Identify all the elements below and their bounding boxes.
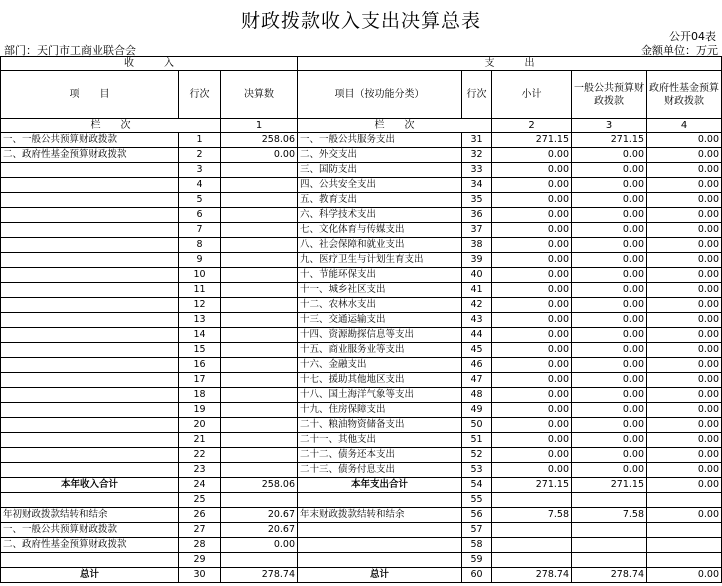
income-item bbox=[1, 208, 179, 223]
item-by-function-header: 项目（按功能分类） bbox=[298, 71, 462, 119]
general-budget-header: 一般公共预算财政拨款 bbox=[572, 71, 647, 119]
final-amount-header: 决算数 bbox=[221, 71, 298, 119]
amount-unit-label: 金额单位：万元 bbox=[641, 44, 718, 57]
income-row-no: 9 bbox=[179, 253, 221, 268]
gov-fund-value bbox=[647, 523, 722, 538]
income-item: 二、政府性基金预算财政拨款 bbox=[1, 148, 179, 163]
expense-item: 十五、商业服务业等支出 bbox=[298, 343, 462, 358]
income-amount bbox=[221, 403, 298, 418]
table-row bbox=[1, 253, 722, 268]
income-amount bbox=[221, 313, 298, 328]
income-amount bbox=[221, 358, 298, 373]
income-row-no: 19 bbox=[179, 403, 221, 418]
income-amount bbox=[221, 163, 298, 178]
general-budget-value: 0.00 bbox=[572, 283, 647, 298]
income-row-no: 29 bbox=[179, 553, 221, 568]
expense-item: 八、社会保障和就业支出 bbox=[298, 238, 462, 253]
budget-table bbox=[0, 56, 722, 583]
expense-item: 十三、交通运输支出 bbox=[298, 313, 462, 328]
income-amount bbox=[221, 253, 298, 268]
general-budget-value bbox=[572, 553, 647, 568]
income-row-no: 23 bbox=[179, 463, 221, 478]
subtotal-value: 0.00 bbox=[492, 418, 572, 433]
gov-fund-value: 0.00 bbox=[647, 283, 722, 298]
gov-fund-value: 0.00 bbox=[647, 403, 722, 418]
expense-item: 十一、城乡社区支出 bbox=[298, 283, 462, 298]
table-row bbox=[1, 553, 722, 568]
page-title: 财政拨款收入支出决算总表 bbox=[240, 10, 481, 32]
income-item: 总计 bbox=[1, 568, 179, 583]
gov-fund-value bbox=[647, 553, 722, 568]
subtotal-value: 0.00 bbox=[492, 283, 572, 298]
income-row-no: 21 bbox=[179, 433, 221, 448]
gov-fund-value: 0.00 bbox=[647, 433, 722, 448]
subtotal-value: 0.00 bbox=[492, 238, 572, 253]
header-group-row bbox=[1, 57, 722, 71]
income-amount bbox=[221, 298, 298, 313]
expense-item: 一、一般公共服务支出 bbox=[298, 133, 462, 148]
income-amount bbox=[221, 283, 298, 298]
expense-row-no: 47 bbox=[462, 373, 492, 388]
subtotal-value: 0.00 bbox=[492, 313, 572, 328]
income-amount: 278.74 bbox=[221, 568, 298, 583]
gov-fund-budget-header: 政府性基金预算财政拨款 bbox=[647, 71, 722, 119]
general-budget-value: 0.00 bbox=[572, 298, 647, 313]
income-row-no: 26 bbox=[179, 508, 221, 523]
row-no-header-2: 行次 bbox=[462, 71, 492, 119]
expense-item: 十四、资源勘探信息等支出 bbox=[298, 328, 462, 343]
subtotal-value: 0.00 bbox=[492, 463, 572, 478]
gov-fund-value: 0.00 bbox=[647, 193, 722, 208]
table-row bbox=[1, 418, 722, 433]
income-row-no: 17 bbox=[179, 373, 221, 388]
expense-row-no: 55 bbox=[462, 493, 492, 508]
expense-item: 二十一、其他支出 bbox=[298, 433, 462, 448]
expense-item: 十二、农林水支出 bbox=[298, 298, 462, 313]
expense-item: 七、文化体育与传媒支出 bbox=[298, 223, 462, 238]
subtotal-value: 0.00 bbox=[492, 208, 572, 223]
department-label: 部门：天门市工商业联合会 bbox=[4, 44, 136, 57]
gov-fund-value: 0.00 bbox=[647, 148, 722, 163]
table-row bbox=[1, 523, 722, 538]
income-item bbox=[1, 163, 179, 178]
expense-item: 五、教育支出 bbox=[298, 193, 462, 208]
subtotal-value: 0.00 bbox=[492, 148, 572, 163]
gov-fund-value: 0.00 bbox=[647, 238, 722, 253]
general-budget-value: 271.15 bbox=[572, 133, 647, 148]
table-row bbox=[1, 538, 722, 553]
col-label: 栏 次 bbox=[1, 119, 221, 133]
income-row-no: 4 bbox=[179, 178, 221, 193]
expense-item bbox=[298, 553, 462, 568]
gov-fund-value: 0.00 bbox=[647, 358, 722, 373]
table-row bbox=[1, 358, 722, 373]
expense-row-no: 39 bbox=[462, 253, 492, 268]
subtotal-value: 0.00 bbox=[492, 268, 572, 283]
general-budget-value: 0.00 bbox=[572, 418, 647, 433]
gov-fund-value: 0.00 bbox=[647, 343, 722, 358]
income-item: 一、一般公共预算财政拨款 bbox=[1, 523, 179, 538]
col-label-2: 栏 次 bbox=[298, 119, 492, 133]
table-row bbox=[1, 133, 722, 148]
expense-row-no: 38 bbox=[462, 238, 492, 253]
general-budget-value bbox=[572, 523, 647, 538]
col-3-label: 3 bbox=[572, 119, 647, 133]
income-item bbox=[1, 313, 179, 328]
income-row-no: 6 bbox=[179, 208, 221, 223]
expense-row-no: 60 bbox=[462, 568, 492, 583]
gov-fund-value: 0.00 bbox=[647, 163, 722, 178]
income-row-no: 8 bbox=[179, 238, 221, 253]
income-item bbox=[1, 343, 179, 358]
gov-fund-value: 0.00 bbox=[647, 463, 722, 478]
expense-row-no: 50 bbox=[462, 418, 492, 433]
income-item bbox=[1, 493, 179, 508]
expense-row-no: 43 bbox=[462, 313, 492, 328]
subtotal-value: 0.00 bbox=[492, 163, 572, 178]
expense-row-no: 31 bbox=[462, 133, 492, 148]
income-row-no: 16 bbox=[179, 358, 221, 373]
table-row bbox=[1, 238, 722, 253]
expense-item: 二十二、债务还本支出 bbox=[298, 448, 462, 463]
subtotal-value: 0.00 bbox=[492, 343, 572, 358]
subtotal-value: 0.00 bbox=[492, 433, 572, 448]
income-item bbox=[1, 253, 179, 268]
expense-item: 十六、金融支出 bbox=[298, 358, 462, 373]
gov-fund-value: 0.00 bbox=[647, 448, 722, 463]
general-budget-value bbox=[572, 493, 647, 508]
income-amount: 20.67 bbox=[221, 508, 298, 523]
income-amount bbox=[221, 373, 298, 388]
table-row bbox=[1, 283, 722, 298]
subtotal-value: 0.00 bbox=[492, 253, 572, 268]
income-row-no: 30 bbox=[179, 568, 221, 583]
general-budget-value: 0.00 bbox=[572, 268, 647, 283]
income-row-no: 24 bbox=[179, 478, 221, 493]
income-amount bbox=[221, 493, 298, 508]
gov-fund-value: 0.00 bbox=[647, 478, 722, 493]
expense-item: 十七、援助其他地区支出 bbox=[298, 373, 462, 388]
expense-item bbox=[298, 538, 462, 553]
income-row-no: 18 bbox=[179, 388, 221, 403]
expense-item: 年末财政拨款结转和结余 bbox=[298, 508, 462, 523]
subtotal-value: 278.74 bbox=[492, 568, 572, 583]
income-row-no: 12 bbox=[179, 298, 221, 313]
income-item: 二、政府性基金预算财政拨款 bbox=[1, 538, 179, 553]
income-row-no: 5 bbox=[179, 193, 221, 208]
income-row-no: 10 bbox=[179, 268, 221, 283]
income-item bbox=[1, 328, 179, 343]
expense-item: 二十、粮油物资储备支出 bbox=[298, 418, 462, 433]
income-amount bbox=[221, 178, 298, 193]
expense-row-no: 34 bbox=[462, 178, 492, 193]
expense-item: 本年支出合计 bbox=[298, 478, 462, 493]
subtotal-value bbox=[492, 523, 572, 538]
income-item bbox=[1, 193, 179, 208]
expense-row-no: 53 bbox=[462, 463, 492, 478]
table-row bbox=[1, 568, 722, 583]
table-row bbox=[1, 148, 722, 163]
expense-item: 十八、国土海洋气象等支出 bbox=[298, 388, 462, 403]
general-budget-value: 0.00 bbox=[572, 313, 647, 328]
expense-row-no: 40 bbox=[462, 268, 492, 283]
expense-row-no: 36 bbox=[462, 208, 492, 223]
subtotal-value bbox=[492, 553, 572, 568]
expense-item: 总计 bbox=[298, 568, 462, 583]
income-item bbox=[1, 373, 179, 388]
gov-fund-value: 0.00 bbox=[647, 133, 722, 148]
table-row bbox=[1, 388, 722, 403]
general-budget-value: 7.58 bbox=[572, 508, 647, 523]
expense-row-no: 41 bbox=[462, 283, 492, 298]
income-row-no: 22 bbox=[179, 448, 221, 463]
general-budget-value: 0.00 bbox=[572, 448, 647, 463]
income-item bbox=[1, 418, 179, 433]
income-amount bbox=[221, 448, 298, 463]
gov-fund-value bbox=[647, 493, 722, 508]
income-amount bbox=[221, 433, 298, 448]
income-item bbox=[1, 298, 179, 313]
expense-item: 六、科学技术支出 bbox=[298, 208, 462, 223]
table-row bbox=[1, 448, 722, 463]
gov-fund-value: 0.00 bbox=[647, 388, 722, 403]
subtotal-value: 0.00 bbox=[492, 448, 572, 463]
income-amount: 258.06 bbox=[221, 478, 298, 493]
subtotal-value: 0.00 bbox=[492, 373, 572, 388]
subtotal-header: 小计 bbox=[492, 71, 572, 119]
subtotal-value bbox=[492, 538, 572, 553]
income-amount: 0.00 bbox=[221, 148, 298, 163]
gov-fund-value: 0.00 bbox=[647, 268, 722, 283]
item-header: 项 目 bbox=[1, 71, 179, 119]
table-row bbox=[1, 508, 722, 523]
subtotal-value: 0.00 bbox=[492, 298, 572, 313]
table-row bbox=[1, 193, 722, 208]
gov-fund-value bbox=[647, 538, 722, 553]
table-row bbox=[1, 163, 722, 178]
expense-item: 九、医疗卫生与计划生育支出 bbox=[298, 253, 462, 268]
income-item bbox=[1, 448, 179, 463]
gov-fund-value: 0.00 bbox=[647, 208, 722, 223]
income-item bbox=[1, 223, 179, 238]
income-amount bbox=[221, 328, 298, 343]
general-budget-value: 0.00 bbox=[572, 328, 647, 343]
table-row bbox=[1, 433, 722, 448]
expense-row-no: 51 bbox=[462, 433, 492, 448]
subtotal-value: 0.00 bbox=[492, 403, 572, 418]
row-no-header: 行次 bbox=[179, 71, 221, 119]
expense-item: 三、国防支出 bbox=[298, 163, 462, 178]
expense-item: 十九、住房保障支出 bbox=[298, 403, 462, 418]
gov-fund-value: 0.00 bbox=[647, 373, 722, 388]
income-row-no: 2 bbox=[179, 148, 221, 163]
income-row-no: 11 bbox=[179, 283, 221, 298]
income-amount bbox=[221, 223, 298, 238]
general-budget-value: 0.00 bbox=[572, 223, 647, 238]
income-item bbox=[1, 463, 179, 478]
expense-item bbox=[298, 523, 462, 538]
gov-fund-value: 0.00 bbox=[647, 298, 722, 313]
subtotal-value: 0.00 bbox=[492, 223, 572, 238]
gov-fund-value: 0.00 bbox=[647, 418, 722, 433]
general-budget-value: 0.00 bbox=[572, 463, 647, 478]
expense-item: 四、公共安全支出 bbox=[298, 178, 462, 193]
general-budget-value: 0.00 bbox=[572, 148, 647, 163]
gov-fund-value: 0.00 bbox=[647, 508, 722, 523]
income-item bbox=[1, 238, 179, 253]
income-row-no: 7 bbox=[179, 223, 221, 238]
income-amount: 20.67 bbox=[221, 523, 298, 538]
income-item bbox=[1, 433, 179, 448]
income-amount bbox=[221, 208, 298, 223]
income-item: 年初财政拨款结转和结余 bbox=[1, 508, 179, 523]
general-budget-value: 0.00 bbox=[572, 253, 647, 268]
income-item: 一、一般公共预算财政拨款 bbox=[1, 133, 179, 148]
expense-row-no: 37 bbox=[462, 223, 492, 238]
general-budget-value: 0.00 bbox=[572, 388, 647, 403]
income-item bbox=[1, 283, 179, 298]
expense-row-no: 54 bbox=[462, 478, 492, 493]
income-row-no: 13 bbox=[179, 313, 221, 328]
header-columns-row bbox=[1, 71, 722, 119]
income-row-no: 14 bbox=[179, 328, 221, 343]
expense-item: 十、节能环保支出 bbox=[298, 268, 462, 283]
income-amount bbox=[221, 238, 298, 253]
table-row bbox=[1, 463, 722, 478]
table-row bbox=[1, 298, 722, 313]
subtotal-value: 0.00 bbox=[492, 178, 572, 193]
income-row-no: 20 bbox=[179, 418, 221, 433]
subtotal-value: 0.00 bbox=[492, 358, 572, 373]
expense-row-no: 52 bbox=[462, 448, 492, 463]
subtotal-value bbox=[492, 493, 572, 508]
expense-item: 二十三、债务付息支出 bbox=[298, 463, 462, 478]
general-budget-value: 0.00 bbox=[572, 343, 647, 358]
income-amount bbox=[221, 193, 298, 208]
income-amount bbox=[221, 268, 298, 283]
gov-fund-value: 0.00 bbox=[647, 223, 722, 238]
general-budget-value: 0.00 bbox=[572, 208, 647, 223]
expense-row-no: 42 bbox=[462, 298, 492, 313]
col-2-label: 2 bbox=[492, 119, 572, 133]
gov-fund-value: 0.00 bbox=[647, 178, 722, 193]
income-amount bbox=[221, 418, 298, 433]
income-amount bbox=[221, 553, 298, 568]
income-row-no: 25 bbox=[179, 493, 221, 508]
income-group-header: 收 入 bbox=[1, 57, 298, 71]
expense-row-no: 46 bbox=[462, 358, 492, 373]
subtotal-value: 0.00 bbox=[492, 328, 572, 343]
income-row-no: 27 bbox=[179, 523, 221, 538]
income-row-no: 28 bbox=[179, 538, 221, 553]
subtotal-value: 0.00 bbox=[492, 193, 572, 208]
income-amount: 258.06 bbox=[221, 133, 298, 148]
general-budget-value: 271.15 bbox=[572, 478, 647, 493]
general-budget-value: 0.00 bbox=[572, 433, 647, 448]
income-amount bbox=[221, 343, 298, 358]
form-number: 公开04表 bbox=[669, 30, 716, 43]
expense-row-no: 58 bbox=[462, 538, 492, 553]
general-budget-value: 0.00 bbox=[572, 163, 647, 178]
expense-group-header: 支 出 bbox=[298, 57, 722, 71]
income-item bbox=[1, 553, 179, 568]
general-budget-value: 0.00 bbox=[572, 193, 647, 208]
table-row bbox=[1, 268, 722, 283]
expense-row-no: 48 bbox=[462, 388, 492, 403]
subtotal-value: 7.58 bbox=[492, 508, 572, 523]
income-amount: 0.00 bbox=[221, 538, 298, 553]
table-row bbox=[1, 223, 722, 238]
table-row bbox=[1, 208, 722, 223]
gov-fund-value: 0.00 bbox=[647, 313, 722, 328]
col-4-label: 4 bbox=[647, 119, 722, 133]
general-budget-value: 0.00 bbox=[572, 403, 647, 418]
expense-row-no: 57 bbox=[462, 523, 492, 538]
income-amount bbox=[221, 463, 298, 478]
table-row bbox=[1, 478, 722, 493]
table-row bbox=[1, 493, 722, 508]
table-row bbox=[1, 373, 722, 388]
general-budget-value: 0.00 bbox=[572, 358, 647, 373]
table-row bbox=[1, 403, 722, 418]
income-amount bbox=[221, 388, 298, 403]
general-budget-value: 0.00 bbox=[572, 238, 647, 253]
expense-row-no: 49 bbox=[462, 403, 492, 418]
subtotal-value: 271.15 bbox=[492, 133, 572, 148]
table-row bbox=[1, 343, 722, 358]
income-item bbox=[1, 388, 179, 403]
income-item bbox=[1, 268, 179, 283]
general-budget-value: 0.00 bbox=[572, 373, 647, 388]
expense-row-no: 32 bbox=[462, 148, 492, 163]
income-row-no: 1 bbox=[179, 133, 221, 148]
gov-fund-value: 0.00 bbox=[647, 253, 722, 268]
expense-row-no: 44 bbox=[462, 328, 492, 343]
general-budget-value bbox=[572, 538, 647, 553]
expense-item: 二、外交支出 bbox=[298, 148, 462, 163]
income-item: 本年收入合计 bbox=[1, 478, 179, 493]
income-item bbox=[1, 178, 179, 193]
subtotal-value: 271.15 bbox=[492, 478, 572, 493]
expense-row-no: 33 bbox=[462, 163, 492, 178]
column-index-row bbox=[1, 119, 722, 133]
gov-fund-value: 0.00 bbox=[647, 568, 722, 583]
col-1-label: 1 bbox=[221, 119, 298, 133]
general-budget-value: 0.00 bbox=[572, 178, 647, 193]
expense-row-no: 45 bbox=[462, 343, 492, 358]
expense-item bbox=[298, 493, 462, 508]
expense-row-no: 59 bbox=[462, 553, 492, 568]
income-row-no: 3 bbox=[179, 163, 221, 178]
general-budget-value: 278.74 bbox=[572, 568, 647, 583]
income-item bbox=[1, 403, 179, 418]
income-item bbox=[1, 358, 179, 373]
expense-row-no: 35 bbox=[462, 193, 492, 208]
income-row-no: 15 bbox=[179, 343, 221, 358]
gov-fund-value: 0.00 bbox=[647, 328, 722, 343]
subtotal-value: 0.00 bbox=[492, 388, 572, 403]
table-row bbox=[1, 328, 722, 343]
table-row bbox=[1, 313, 722, 328]
table-row bbox=[1, 178, 722, 193]
expense-row-no: 56 bbox=[462, 508, 492, 523]
